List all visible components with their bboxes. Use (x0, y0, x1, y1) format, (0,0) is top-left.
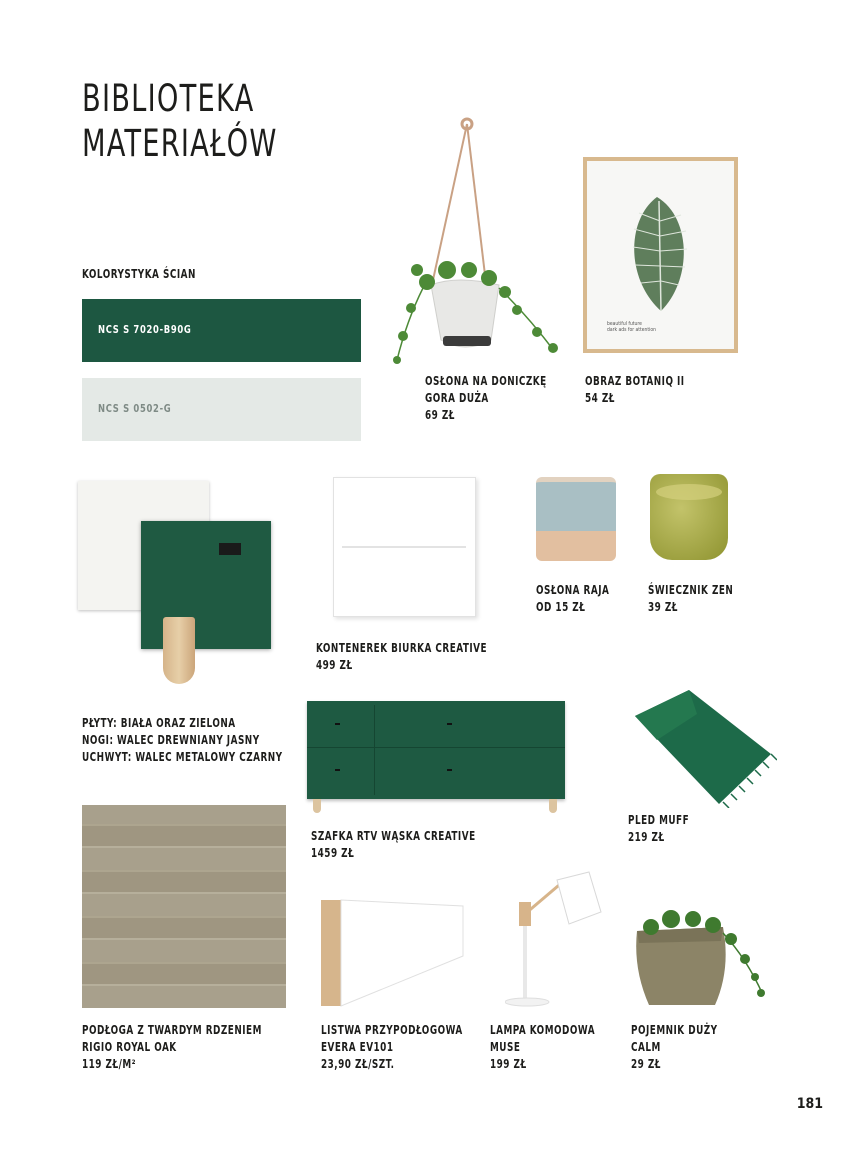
product-name-line1: PODŁOGA Z TWARDYM RDZENIEM (82, 1023, 262, 1037)
product-name-line2: MUSE (490, 1040, 521, 1054)
product-name-line1: POJEMNIK DUŻY (631, 1023, 718, 1037)
product-name-line1: OSŁONA RAJA (536, 583, 610, 597)
color-swatch-dark-green (82, 299, 361, 362)
product-name-line1: ŚWIECZNIK ZEN (648, 583, 734, 597)
boards-info-line3: UCHWYT: WALEC METALOWY CZARNY (82, 750, 283, 764)
page-title: BIBLIOTEKA MATERIAŁÓW (82, 77, 278, 165)
product-price: 119 ZŁ/M² (82, 1057, 137, 1071)
swatch-code: NCS S 0502-G (98, 402, 172, 415)
product-price: 54 ZŁ (585, 391, 615, 405)
product-price: 39 ZŁ (648, 600, 678, 614)
page-number: 181 (796, 1096, 823, 1112)
lamp-image (505, 868, 605, 1008)
green-board-sample (141, 521, 271, 649)
product-price: OD 15 ZŁ (536, 600, 586, 614)
product-name-line1: PLED MUFF (628, 813, 690, 827)
product-name-line2: CALM (631, 1040, 661, 1054)
product-price: 199 ZŁ (490, 1057, 527, 1071)
blanket-image (627, 684, 777, 808)
container-calm-image (627, 909, 767, 1009)
product-name-line2: RIGIO ROYAL OAK (82, 1040, 177, 1054)
black-handle-sample (219, 543, 241, 555)
product-name-line1: LISTWA PRZYPODŁOGOWA (321, 1023, 463, 1037)
floor-sample-image (82, 805, 286, 1008)
product-name-line2: GORA DUŻA (425, 391, 489, 405)
product-price: 29 ZŁ (631, 1057, 661, 1071)
product-price: 69 ZŁ (425, 408, 455, 422)
wooden-leg-sample (163, 617, 195, 684)
product-price: 23,90 ZŁ/SZT. (321, 1057, 395, 1071)
product-name-line1: OSŁONA NA DONICZKĘ (425, 374, 547, 388)
boards-info-line1: PŁYTY: BIAŁA ORAZ ZIELONA (82, 716, 236, 730)
desk-container-image (333, 477, 476, 617)
tv-cabinet-image (307, 701, 565, 799)
product-name-line1: SZAFKA RTV WĄSKA CREATIVE (311, 829, 476, 843)
product-name-line1: OBRAZ BOTANIQ II (585, 374, 685, 388)
skirting-board-image (321, 898, 466, 1008)
product-price: 1459 ZŁ (311, 846, 355, 860)
hanging-planter-image (387, 110, 565, 368)
product-name-line1: KONTENEREK BIURKA CREATIVE (316, 641, 488, 655)
pot-raja-image (536, 477, 616, 561)
product-price: 219 ZŁ (628, 830, 665, 844)
product-name-line2: EVERA EV101 (321, 1040, 394, 1054)
product-name-line1: LAMPA KOMODOWA (490, 1023, 596, 1037)
wall-colors-heading: KOLORYSTYKA ŚCIAN (82, 267, 196, 281)
botanical-picture-frame (583, 157, 738, 353)
swatch-code: NCS S 7020-B90G (98, 323, 192, 336)
product-price: 499 ZŁ (316, 658, 353, 672)
candle-holder-zen-image (650, 474, 728, 560)
color-swatch-light (82, 378, 361, 441)
cabinet-leg (549, 799, 557, 813)
boards-info-line2: NOGI: WALEC DREWNIANY JASNY (82, 733, 260, 747)
print-text: beautiful future (607, 321, 642, 327)
cabinet-leg (313, 799, 321, 813)
print-text: dark ads for attention (607, 327, 657, 333)
